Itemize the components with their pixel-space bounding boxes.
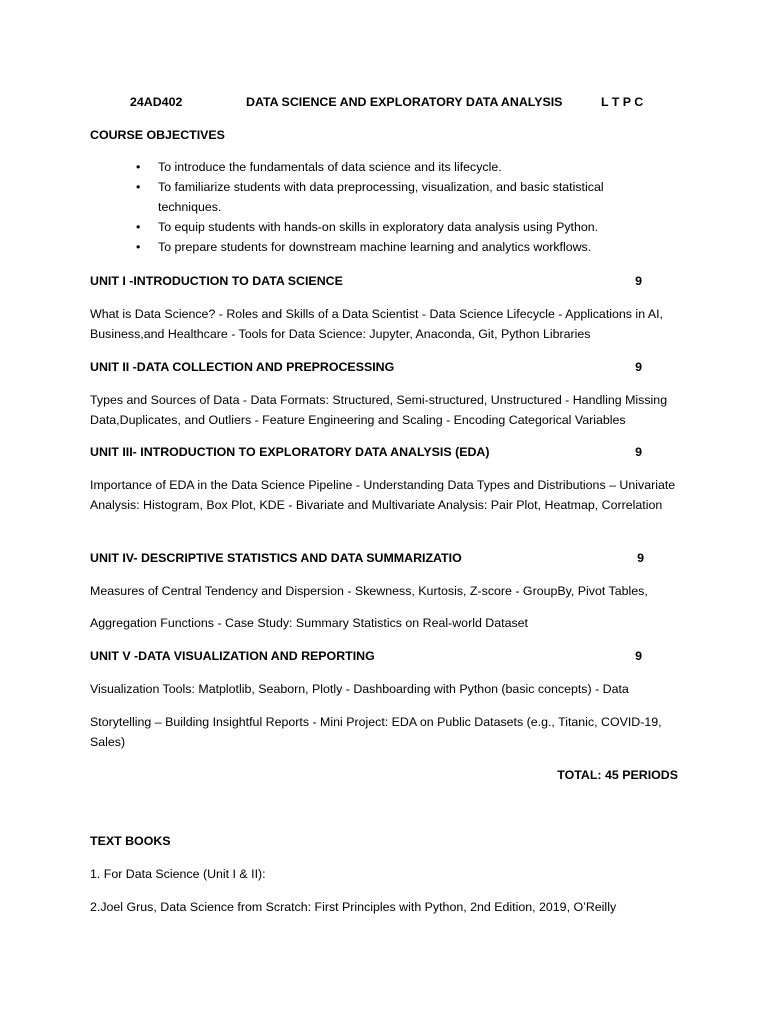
unit-1-title: UNIT I -INTRODUCTION TO DATA SCIENCE — [90, 274, 343, 288]
list-item: • To equip students with hands-on skills in exploratory data analysis using Python. — [90, 217, 630, 237]
unit-3-credits: 9 — [635, 445, 642, 459]
unit-3-title: UNIT III- INTRODUCTION TO EXPLORATORY DATA ANALYSIS (EDA) — [90, 445, 490, 459]
unit-4-content-2: Aggregation Functions - Case Study: Summary Statistics on Real-world Dataset — [90, 616, 528, 630]
unit-5-title: UNIT V -DATA VISUALIZATION AND REPORTING — [90, 649, 375, 663]
textbook-item: 2.Joel Grus, Data Science from Scratch: First Principles with Python, 2nd Edition, 2019, O’Reilly — [90, 900, 617, 914]
unit-5-content-2: Storytelling – Building Insightful Reports - Mini Project: EDA on Public Datasets (e.g., Titanic, COVID-19, Sales) — [90, 715, 662, 749]
total-periods: TOTAL: 45 PERIODS — [557, 768, 678, 782]
list-item: • To prepare students for downstream machine learning and analytics workflows. — [90, 237, 630, 257]
bullet-icon: • — [136, 180, 141, 194]
unit-2-title: UNIT II -DATA COLLECTION AND PREPROCESSING — [90, 360, 395, 374]
list-item: • To introduce the fundamentals of data science and its lifecycle. — [90, 157, 630, 177]
list-item: • To familiarize students with data preprocessing, visualization, and basic statistical techniques. — [90, 177, 630, 217]
unit-1-credits: 9 — [635, 274, 642, 288]
unit-5-credits: 9 — [635, 649, 642, 663]
textbook-item: 1. For Data Science (Unit I & II): — [90, 867, 266, 881]
unit-5-content: Visualization Tools: Matplotlib, Seaborn, Plotly - Dashboarding with Python (basic concepts) - Data — [90, 682, 629, 696]
unit-3-content: Importance of EDA in the Data Science Pipeline - Understanding Data Types and Distributions – Univariate Analysis: Histogram, Box Plot, KDE - Bivariate and Multivariate Analysis: Pair Plot, Heatmap, Correlation — [90, 478, 676, 512]
course-code: 24AD402 — [130, 95, 183, 109]
bullet-icon: • — [136, 220, 141, 234]
objectives-heading: COURSE OBJECTIVES — [90, 128, 225, 142]
bullet-icon: • — [136, 160, 141, 174]
unit-2-credits: 9 — [635, 360, 642, 374]
textbooks-heading: TEXT BOOKS — [90, 834, 171, 848]
unit-2-content: Types and Sources of Data - Data Formats: Structured, Semi-structured, Unstructured - Handling Missing Data,Duplicates, and Outliers - Feature Engineering and Scaling - Encoding Categorical Variables — [90, 393, 668, 427]
unit-4-credits: 9 — [637, 551, 644, 565]
unit-4-title: UNIT IV- DESCRIPTIVE STATISTICS AND DATA SUMMARIZATIO — [90, 551, 462, 565]
ltpc-label: L T P C — [601, 95, 644, 109]
bullet-icon: • — [136, 240, 141, 254]
objectives-list — [90, 157, 630, 257]
unit-4-content: Measures of Central Tendency and Dispersion - Skewness, Kurtosis, Z-score - GroupBy, Pivot Tables, — [90, 584, 648, 598]
unit-1-content: What is Data Science? - Roles and Skills of a Data Scientist - Data Science Lifecycle - Applications in AI, Business,and Healthcare - Tools for Data Science: Jupyter, Anaconda, Git, Python Libraries — [90, 307, 663, 341]
course-title: DATA SCIENCE AND EXPLORATORY DATA ANALYSIS — [246, 95, 563, 109]
